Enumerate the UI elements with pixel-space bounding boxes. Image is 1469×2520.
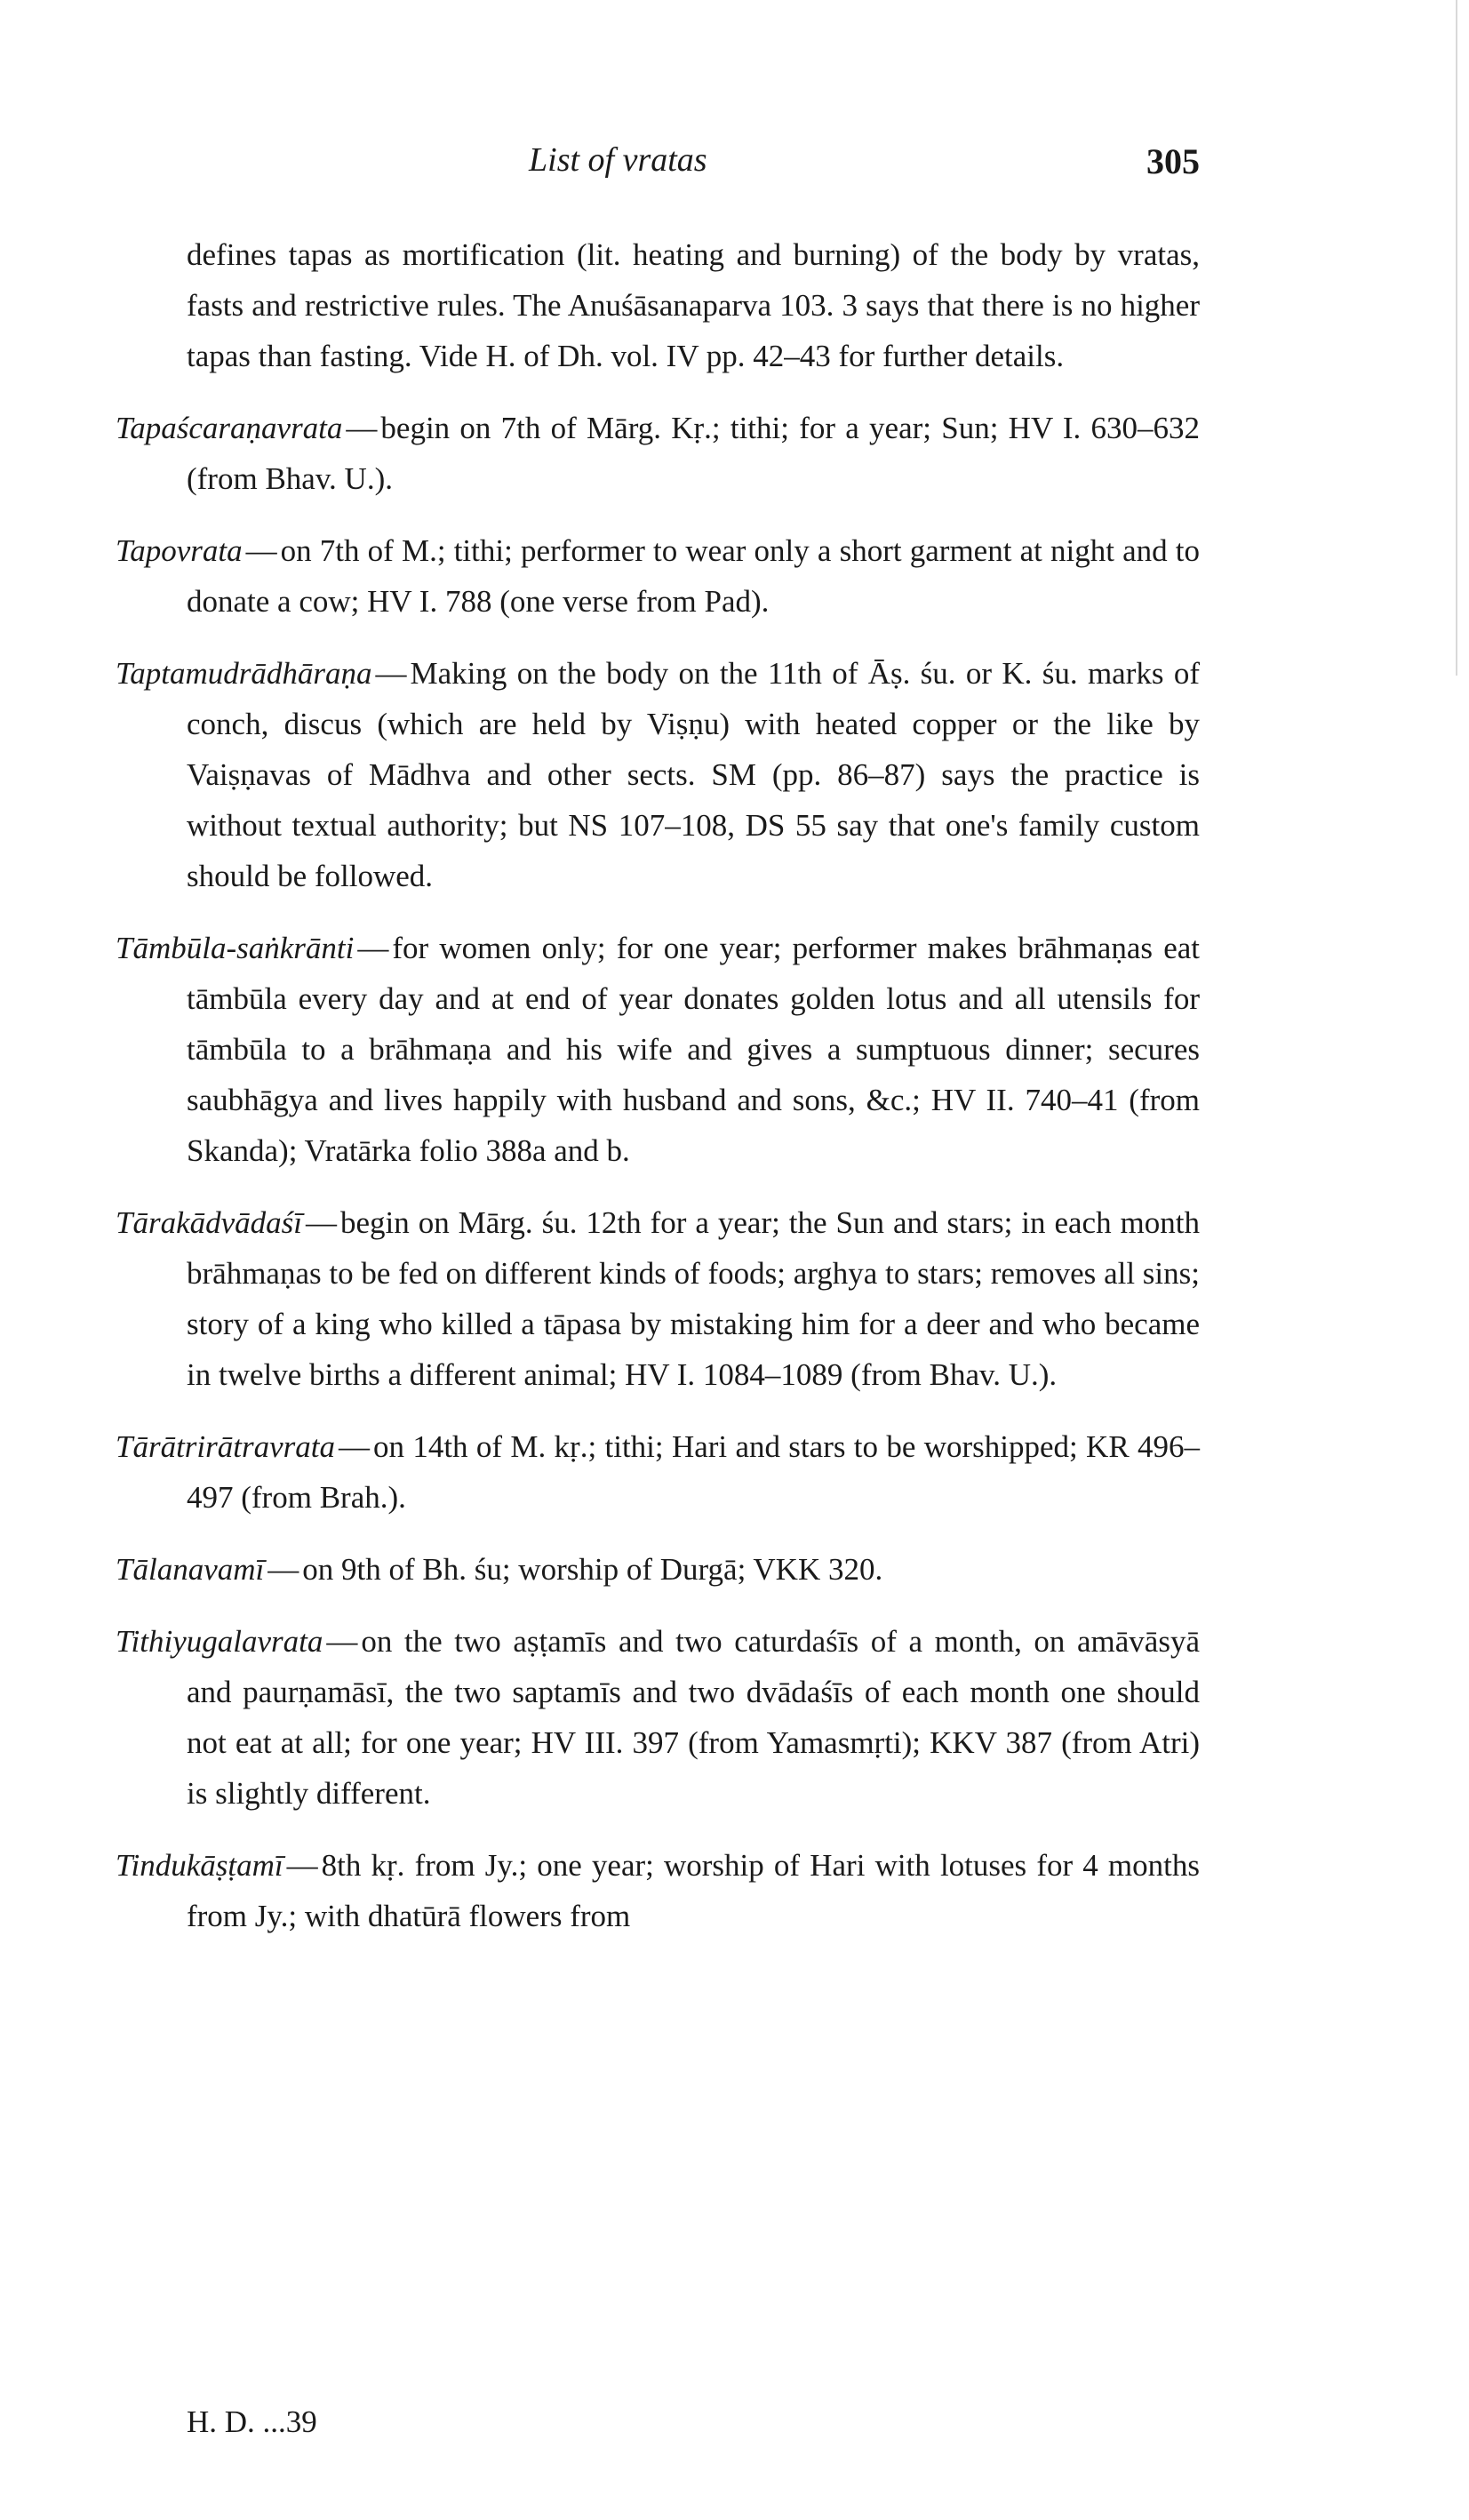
running-title: List of vratas — [529, 141, 707, 179]
entry-text: Making on the body on the 11th of Āṣ. śu. or K. śu. marks of conch, discus (which are held by Viṣṇu) with heated copper or the like by Vaiṣṇavas of Mādhva and other sects. SM (pp. 86–87) says the practice is without textual authority; but NS 107–108, DS 55 say that one's family custom should be followed. — [187, 656, 1200, 893]
signature-mark: H. D. ...39 — [187, 2404, 317, 2439]
entry-headword: Tindukāṣṭamī — [116, 1848, 283, 1883]
list-item — [116, 923, 1200, 1176]
entry-text: begin on Mārg. śu. 12th for a year; the Sun and stars; in each month brāhmaṇas to be fed on different kinds of foods; arghya to stars; removes all sins; story of a king who killed a tāpasa by mistaking him for a deer and who became in twelve births a different animal; HV I. 1084–1089 (from Bhav. U.). — [187, 1205, 1200, 1392]
entry-dash: — — [346, 411, 378, 445]
entry-headword: Taptamudrādhāraṇa — [116, 656, 372, 691]
entry-dash: — — [339, 1429, 370, 1464]
entry-headword: Tālanavamī — [116, 1552, 265, 1587]
entry-headword: Tāmbūla-saṅkrānti — [116, 931, 355, 965]
entry-text: on the two aṣṭamīs and two caturdaśīs of a month, on amāvāsyā and paurṇamāsī, the two saptamīs and two dvādaśīs of each month one should not eat at all; for one year; HV III. 397 (from Yamasmṛti); KKV 387 (from Atri) is slightly different. — [187, 1624, 1200, 1811]
continued-paragraph: defines tapas as mortification (lit. heating and burning) of the body by vratas, fasts and restrictive rules. The Anuśāsanaparva 103. 3 says that there is no higher tapas than fasting. Vide H. of Dh. vol. IV pp. 42–43 for further details. — [187, 237, 1200, 373]
entry-dash: — — [357, 931, 389, 965]
entry-text: 8th kṛ. from Jy.; one year; worship of Hari with lotuses for 4 months from Jy.; with dhatūrā flowers from — [187, 1848, 1200, 1933]
list-item — [116, 525, 1200, 627]
entry-text: on 7th of M.; tithi; performer to wear only a short garment at night and to donate a cow; HV I. 788 (one verse from Pad). — [187, 533, 1200, 619]
list-item — [116, 1544, 1200, 1595]
entry-dash: — — [326, 1624, 358, 1659]
entry-text: on 14th of M. kṛ.; tithi; Hari and stars to be worshipped; KR 496–497 (from Brah.). — [187, 1429, 1200, 1515]
entry-list — [116, 403, 1200, 1941]
entry-headword: Tārakādvādaśī — [116, 1205, 302, 1240]
list-item — [116, 403, 1200, 504]
page-edge-rule — [1456, 0, 1457, 676]
entry-headword: Tithiyugalavrata — [116, 1624, 323, 1659]
entry-text: on 9th of Bh. śu; worship of Durgā; VKK 320. — [302, 1552, 883, 1587]
entry-headword: Tapaścaraṇavrata — [116, 411, 343, 445]
entry-text: for women only; for one year; performer makes brāhmaṇas eat tāmbūla every day and at end of year donates golden lotus and all utensils for tāmbūla to a brāhmaṇa and his wife and gives a sumptuous dinner; secures saubhāgya and lives happily with husband and sons, &c.; HV II. 740–41 (from Skanda); Vratārka folio 388a and b. — [187, 931, 1200, 1168]
entry-headword: Tapovrata — [116, 533, 243, 568]
list-item — [116, 1421, 1200, 1523]
entry-text: begin on 7th of Mārg. Kṛ.; tithi; for a year; Sun; HV I. 630–632 (from Bhav. U.). — [187, 411, 1200, 496]
list-item — [116, 1616, 1200, 1819]
list-item — [116, 1197, 1200, 1400]
entry-dash: — — [286, 1848, 318, 1883]
entry-dash: — — [267, 1552, 299, 1587]
page-header — [116, 140, 1200, 185]
entry-dash: — — [375, 656, 407, 691]
list-item — [116, 1840, 1200, 1941]
page-body — [116, 229, 1200, 1963]
list-item — [116, 648, 1200, 901]
page-number: 305 — [1146, 141, 1200, 181]
entry-dash: — — [306, 1205, 337, 1240]
entry-headword: Tārātrirātravrata — [116, 1429, 335, 1464]
entry-dash: — — [245, 533, 277, 568]
